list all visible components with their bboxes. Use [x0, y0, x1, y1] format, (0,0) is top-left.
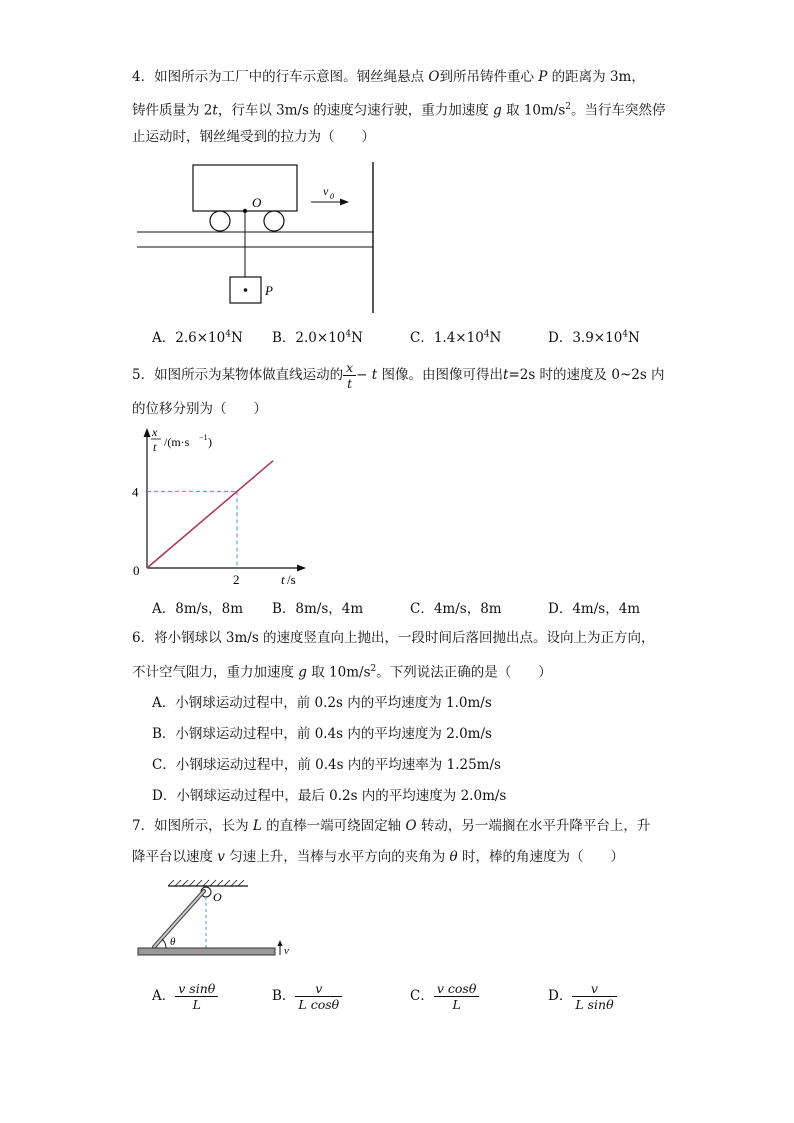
- q4-stem-line-2: [132, 97, 666, 121]
- q6-text: 6．将小钢球以 3m/s 的速度竖直向上抛出，一段时间后落回抛出点。设向上为正方向，: [132, 630, 655, 646]
- q4-crane-figure: [130, 155, 390, 320]
- fraction-denominator: L: [452, 997, 461, 1012]
- q5-var-t: t: [371, 367, 378, 383]
- option-unit: N: [489, 330, 502, 346]
- series-line-x-over-t: [147, 461, 273, 568]
- xlabel-var: t: [281, 572, 285, 587]
- label-theta: θ: [170, 936, 176, 948]
- option-text: B．8m/s，4m: [272, 601, 364, 617]
- q4-text: 止运动时，钢丝绳受到的拉力为（ ）: [132, 129, 375, 145]
- option-prefix: C．: [410, 988, 434, 1004]
- option-text: C．1.4×10: [410, 330, 484, 346]
- q6-option-c[interactable]: [152, 753, 501, 773]
- y-axis-arrow: [144, 428, 151, 437]
- fraction-numerator: v sinθ: [175, 981, 218, 997]
- q4-var-o: O: [428, 69, 440, 85]
- crane-wheel-right: [264, 211, 284, 231]
- option-prefix: D．: [548, 988, 573, 1004]
- fraction-denominator: L: [192, 997, 201, 1012]
- q4-stem-line-3: [132, 127, 375, 147]
- q5-text: =2s 时的速度及 0~2s 内: [508, 367, 665, 383]
- q7-text: 转动，另一端搁在水平升降平台上，升: [416, 818, 651, 834]
- option-text: C．4m/s，8m: [410, 601, 502, 617]
- fraction-denominator: t: [347, 376, 353, 391]
- rod-inner: [154, 891, 204, 947]
- option-text: A．小钢球运动过程中，前 0.2s 内的平均速度为 1.0m/s: [152, 695, 492, 711]
- q4-text: 。当行车突然停: [571, 102, 666, 119]
- label-p: P: [265, 283, 273, 298]
- suspension-point-o: [243, 209, 247, 213]
- q5-var-t: t: [503, 367, 509, 383]
- q7-var-v: v: [217, 849, 225, 865]
- label-v0-sub: 0: [330, 192, 334, 201]
- q7-stem-line-2: [132, 847, 624, 867]
- q5-text: 的位移分别为（ ）: [132, 401, 267, 417]
- fraction-numerator: v: [295, 981, 342, 997]
- q6-stem-line-2: [132, 659, 552, 683]
- q6-text: 不计空气阻力，重力加速度: [132, 664, 299, 681]
- velocity-arrow-head: [278, 940, 283, 946]
- option-exp: 4: [225, 329, 231, 340]
- ylabel-unit: /(m·s: [164, 435, 190, 449]
- q5-option-d[interactable]: [548, 597, 640, 617]
- fraction-numerator: v: [572, 981, 616, 997]
- option-unit: N: [230, 330, 243, 346]
- q7-option-d[interactable]: [548, 981, 617, 1012]
- q5-option-a[interactable]: [152, 597, 243, 617]
- q4-text: 的距离为 3m，: [547, 69, 645, 85]
- option-text: B．小钢球运动过程中，前 0.4s 内的平均速度为 2.0m/s: [152, 726, 492, 742]
- q5-text: 图像。由图像可得出: [377, 367, 503, 383]
- q5-option-b[interactable]: [272, 597, 363, 617]
- q6-sup: 2: [370, 664, 377, 674]
- option-text: D．3.9×10: [548, 330, 623, 346]
- fraction-numerator: x: [343, 360, 356, 376]
- tick-label-x-2: 2: [233, 572, 240, 587]
- label-o: O: [252, 195, 262, 210]
- fraction-numerator: v cosθ: [434, 981, 480, 997]
- q6-text: 取 10m/s: [306, 664, 371, 681]
- fraction-denominator: L cosθ: [298, 997, 340, 1012]
- option-text: D．小钢球运动过程中，最后 0.2s 内的平均速度为 2.0m/s: [152, 788, 507, 804]
- option-text: D．4m/s，4m: [548, 601, 641, 617]
- option-exp: 4: [483, 329, 490, 340]
- option-exp: 4: [622, 329, 629, 340]
- origin-label: 0: [133, 563, 140, 578]
- lift-platform: [138, 948, 275, 955]
- option-prefix: B．: [272, 988, 296, 1004]
- q7-text: 时，棒的角速度为（ ）: [457, 849, 624, 865]
- q5-fraction-x-over-t: [343, 360, 356, 391]
- q7-option-b[interactable]: [272, 981, 342, 1012]
- q7-text: 降平台以速度: [132, 849, 218, 865]
- xlabel-unit: /s: [287, 572, 296, 587]
- label-v0: v: [323, 184, 329, 198]
- option-text: A．2.6×10: [152, 330, 226, 346]
- q4-stem-line-1: [132, 67, 645, 87]
- q7-option-c[interactable]: [410, 981, 479, 1012]
- ylabel-close: ): [208, 435, 212, 449]
- option-unit: N: [351, 330, 363, 346]
- ylabel-numerator: x: [152, 425, 158, 439]
- option-exp: 4: [345, 329, 352, 340]
- option-fraction: [434, 981, 480, 1012]
- option-prefix: A．: [152, 988, 176, 1004]
- q4-var-p: P: [538, 69, 548, 85]
- q6-option-a[interactable]: [152, 691, 492, 711]
- q7-text: 匀速上升，当棒与水平方向的夹角为: [224, 849, 450, 865]
- ceiling-hatching: [168, 880, 244, 886]
- q7-text: 的直棒一端可绕固定轴: [261, 818, 406, 834]
- q4-option-d[interactable]: [548, 326, 640, 346]
- option-unit: N: [628, 330, 640, 346]
- label-v: v: [284, 945, 289, 957]
- q6-text: 。下列说法正确的是（ ）: [376, 664, 552, 681]
- q7-var-o: O: [405, 818, 417, 834]
- q5-stem-line-2: [132, 399, 267, 419]
- q6-stem-line-1: [132, 628, 655, 648]
- q5-stem-line-1: [132, 360, 665, 391]
- q4-text: ，行车以 3m/s 的速度匀速行驶，重力加速度: [217, 102, 494, 119]
- tick-label-y-4: 4: [132, 484, 139, 500]
- x-axis-arrow: [297, 565, 306, 572]
- option-fraction: [295, 981, 342, 1012]
- q4-text: 4．如图所示为工厂中的行车示意图。钢丝绳悬点: [132, 69, 429, 85]
- q7-var-l: L: [252, 818, 262, 834]
- q7-stem-line-1: [132, 816, 650, 836]
- q7-option-a[interactable]: [152, 981, 218, 1012]
- q4-option-b[interactable]: [272, 326, 363, 346]
- q5-option-c[interactable]: [410, 597, 502, 617]
- velocity-arrow-head: [340, 199, 349, 206]
- crane-cart-body: [193, 165, 297, 211]
- q7-text: 7．如图所示，长为: [132, 818, 253, 834]
- label-o: O: [213, 890, 222, 904]
- q4-var-t: t: [212, 102, 218, 119]
- q5-text: −: [356, 367, 372, 383]
- q5-xt-t-chart: [128, 420, 313, 590]
- option-fraction: [572, 981, 616, 1012]
- fraction-denominator: L sinθ: [575, 997, 614, 1012]
- q7-rod-figure: [132, 878, 302, 966]
- q4-text: 到所吊铸件重心: [439, 69, 539, 85]
- option-fraction: [175, 981, 218, 1012]
- crane-wheel-left: [210, 211, 230, 231]
- q4-text: 铸件质量为 2: [132, 102, 213, 119]
- ylabel-exponent: −1: [199, 433, 208, 442]
- q7-var-theta: θ: [449, 849, 458, 865]
- q6-option-b[interactable]: [152, 722, 492, 742]
- q4-sup: 2: [565, 102, 572, 112]
- q6-option-d[interactable]: [152, 784, 506, 804]
- q5-text: 5．如图所示为某物体做直线运动的: [132, 367, 344, 383]
- q4-var-g: g: [493, 102, 502, 119]
- option-text: A．8m/s，8m: [152, 601, 244, 617]
- option-text: B．2.0×10: [272, 330, 346, 346]
- q4-option-c[interactable]: [410, 326, 501, 346]
- q4-text: 取 10m/s: [501, 102, 566, 119]
- option-text: C．小钢球运动过程中，前 0.4s 内的平均速率为 1.25m/s: [152, 757, 501, 773]
- q4-option-a[interactable]: [152, 326, 243, 346]
- q6-var-g: g: [298, 664, 307, 681]
- ylabel-denominator: t: [153, 440, 157, 454]
- center-of-gravity-p: [244, 288, 248, 292]
